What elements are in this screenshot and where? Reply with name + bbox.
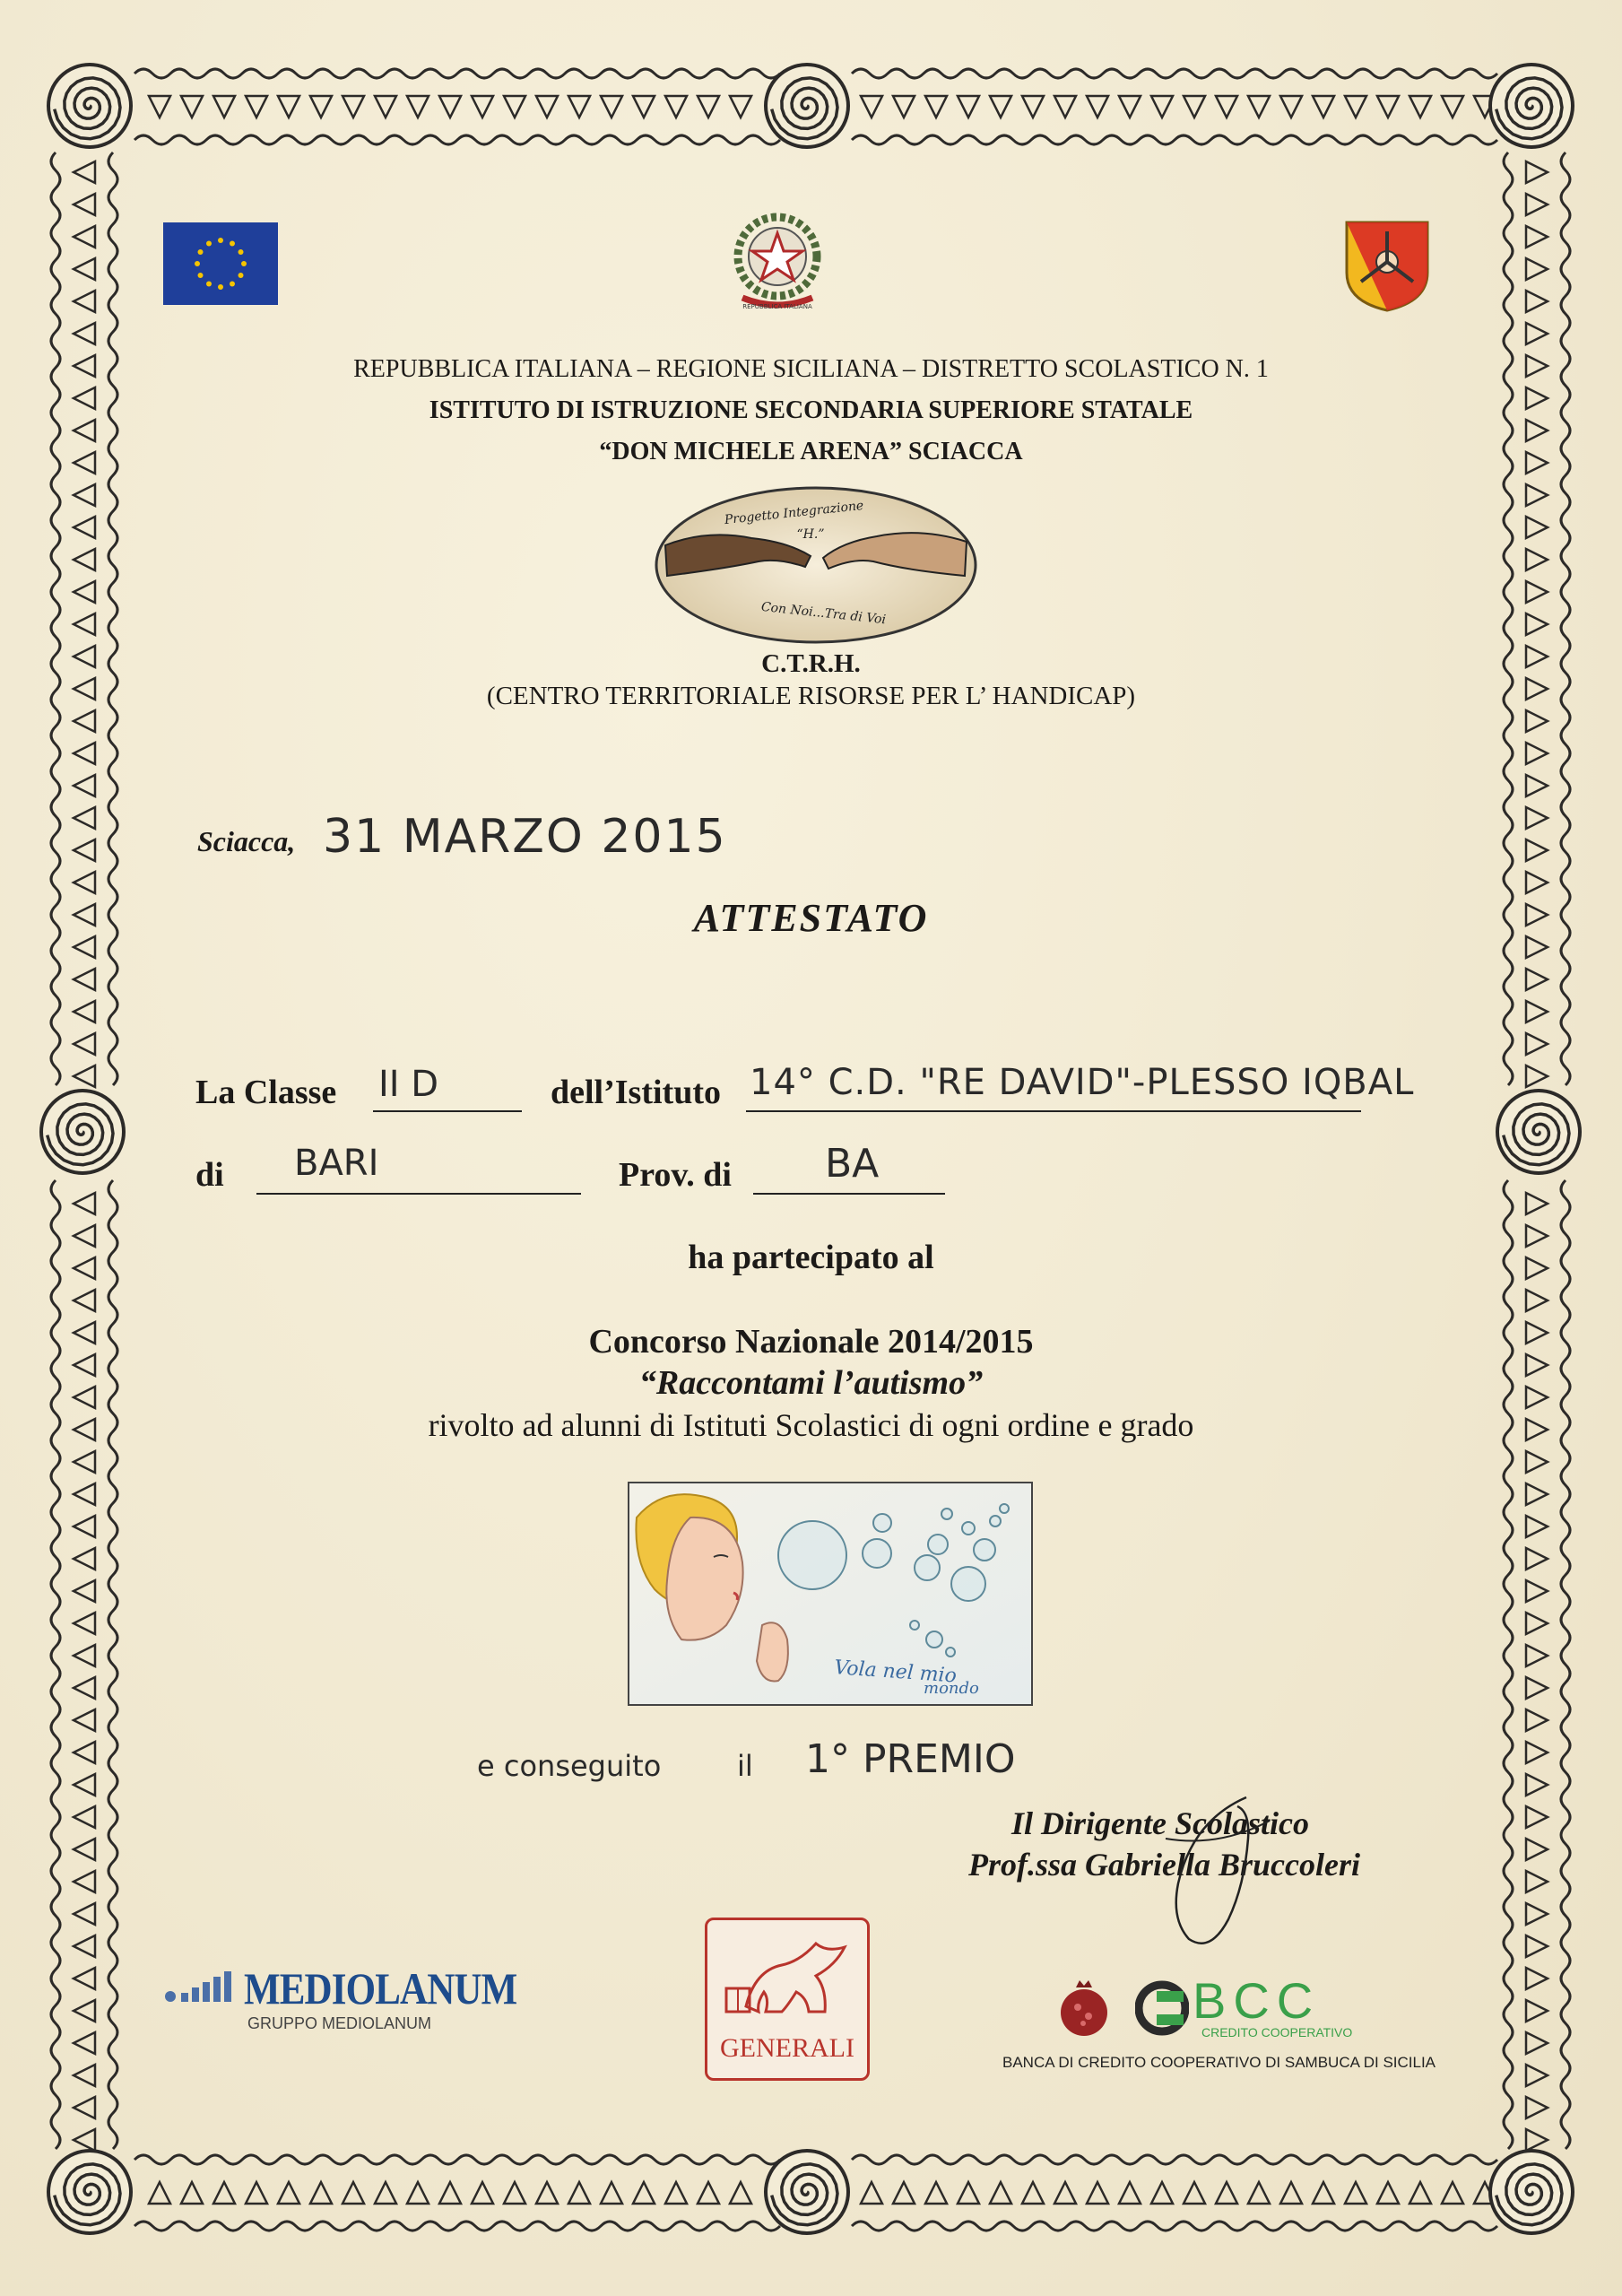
classe-value: II D <box>378 1064 439 1105</box>
project-integrazione-logo <box>653 483 979 648</box>
istituto-label: dell’Istituto <box>551 1074 721 1111</box>
istituto-underline <box>746 1110 1361 1112</box>
di-value: BARI <box>294 1143 379 1184</box>
contest-description: rivolto ad alunni di Istituti Scolastici di ogni ordine e grado <box>428 1407 1194 1443</box>
logo-mid-text: “H.” <box>796 527 825 542</box>
italian-emblem-icon <box>724 208 830 317</box>
contest-subtitle: “Raccontami l’autismo” <box>638 1364 984 1402</box>
signatory-role: Il Dirigente Scolastico <box>1011 1805 1309 1841</box>
header-line-2: ISTITUTO DI ISTRUZIONE SECONDARIA SUPERIORE STATALE <box>429 396 1193 424</box>
award-il: il <box>737 1749 753 1783</box>
mediolanum-bars-icon <box>163 1970 240 2005</box>
prov-label: Prov. di <box>619 1156 732 1194</box>
signatory-name: Prof.ssa Gabriella Bruccoleri <box>968 1847 1360 1883</box>
eu-flag-icon <box>163 222 278 305</box>
contest-name: Concorso Nazionale 2014/2015 <box>588 1323 1034 1361</box>
date-value: 31 MARZO 2015 <box>323 810 727 864</box>
prov-underline <box>753 1193 945 1195</box>
artwork-illustration <box>628 1482 1033 1706</box>
bcc-sub-text: CREDITO COOPERATIVO <box>1201 2025 1353 2039</box>
date-label: Sciacca, <box>197 825 296 857</box>
generali-logo <box>705 1918 870 2081</box>
artwork-caption-line-2: mondo <box>924 1679 979 1698</box>
ctrh-acronym: C.T.R.H. <box>761 649 861 678</box>
logo-top-text: Progetto Integrazione <box>724 498 864 528</box>
classe-underline <box>373 1110 522 1112</box>
mediolanum-sub-text: GRUPPO MEDIOLANUM <box>247 2014 432 2032</box>
di-underline <box>256 1193 581 1195</box>
award-prize: 1° PREMIO <box>805 1736 1016 1782</box>
generali-lion-icon <box>710 1926 864 2033</box>
header-line-1: REPUBBLICA ITALIANA – REGIONE SICILIANA – DISTRETTO SCOLASTICO N. 1 <box>353 355 1269 383</box>
di-label: di <box>195 1156 224 1194</box>
generali-text: GENERALI <box>720 2033 854 2063</box>
header-line-3: “DON MICHELE ARENA” SCIACCA <box>599 438 1023 465</box>
istituto-value: 14° C.D. "RE DAVID"-PLESSO IQBAL <box>750 1062 1415 1103</box>
sicily-shield-icon <box>1343 219 1431 312</box>
certificate-title: ATTESTATO <box>693 896 929 940</box>
emblem-text: REPUBBLICA ITALIANA <box>742 303 812 310</box>
mediolanum-logo-text: MEDIOLANUM <box>244 1963 517 2013</box>
handwritten-signature <box>1139 1785 1282 1964</box>
classe-label: La Classe <box>195 1074 337 1111</box>
participation-text: ha partecipato al <box>688 1239 934 1276</box>
pomegranate-icon <box>1056 1979 1112 2038</box>
bcc-logo-text: BCC <box>1193 1972 1321 2029</box>
award-prefix: e conseguito <box>477 1749 662 1783</box>
bcc-emblem-icon <box>1135 1979 1189 2038</box>
bcc-full-name: BANCA DI CREDITO COOPERATIVO DI SAMBUCA DI SICILIA <box>1002 2054 1436 2071</box>
prov-value: BA <box>825 1141 880 1187</box>
logo-bottom-text: Con Noi...Tra di Voi <box>760 599 887 628</box>
artwork-caption-line-1: Vola nel mio <box>833 1657 958 1688</box>
ctrh-full-name: (CENTRO TERRITORIALE RISORSE PER L’ HANDICAP) <box>486 682 1136 710</box>
